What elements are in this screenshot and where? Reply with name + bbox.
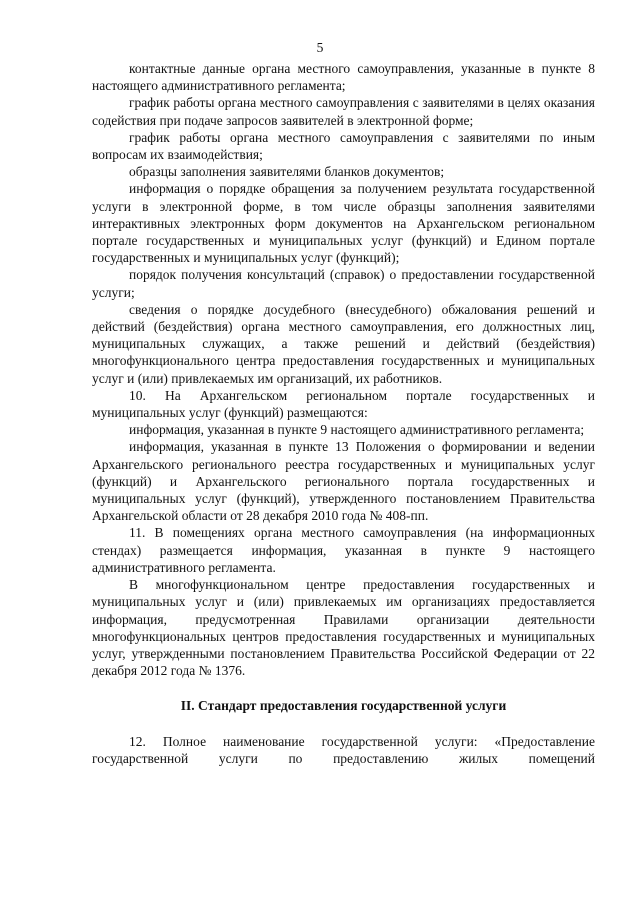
paragraph: информация, указанная в пункте 9 настоящего административного регламента;	[129, 422, 585, 438]
paragraph: В многофункциональном центре предоставления государственных и муниципальных услуг и (или) привлекаемых им организациях предоставляется информация, предусмотренная Правилами организации деятельности многофункциональных центров предоставления государственных и муниципальных услуг, утвержденными постановлением Правительства Российской Федерации от 22 декабря 2012 года № 1376.	[92, 577, 595, 679]
section-heading: II. Стандарт предоставления государственной услуги	[180, 698, 507, 714]
page-number: 5	[316, 40, 324, 55]
paragraph: порядок получения консультаций (справок) о предоставлении государственной услуги;	[92, 267, 595, 300]
document-body	[92, 60, 595, 767]
paragraph: информация, указанная в пункте 13 Положения о формировании и ведении Архангельского регионального реестра государственных и муниципальных услуг (функций) и Архангельского регионального портала государственных и муниципальных услуг (функций), утвержденного постановлением Правительства Архангельской области от 28 декабря 2010 года № 408-пп.	[92, 439, 595, 524]
paragraph: 12. Полное наименование государственной услуги: «Предоставление государственной услуги по предоставлению жилых помещений	[92, 733, 595, 766]
paragraph: график работы органа местного самоуправления с заявителями по иным вопросам их взаимодействия;	[92, 129, 595, 163]
paragraph: график работы органа местного самоуправления с заявителями в целях оказания содействия при подаче запросов заявителей в электронной форме;	[92, 95, 595, 128]
paragraph: информация о порядке обращения за получением результата государственной услуги в электронной форме, в том числе образцы заполнения заявителями интерактивных электронных форм документов на Архангельском региональном портале государственных и муниципальных услуг (функций) и Едином портале государственных и муниципальных услуг (функций);	[92, 181, 595, 266]
paragraph: 10. На Архангельском региональном портале государственных и муниципальных услуг (функций) размещаются:	[92, 387, 595, 421]
paragraph: контактные данные органа местного самоуправления, указанные в пункте 8 настоящего административного регламента;	[92, 61, 595, 94]
paragraph: 11. В помещениях органа местного самоуправления (на информационных стендах) размещается информация, указанная в пункте 9 настоящего административного регламента.	[92, 525, 595, 575]
paragraph: сведения о порядке досудебного (внесудебного) обжалования решений и действий (бездействия) органа местного самоуправления, его должностных лиц, муниципальных служащих, а также решений и действий (бездействия) многофункционального центра предоставления государственных и муниципальных услуг и (или) привлекаемых им организаций, их работников.	[92, 301, 595, 386]
paragraph: образцы заполнения заявителями бланков документов;	[129, 164, 445, 180]
